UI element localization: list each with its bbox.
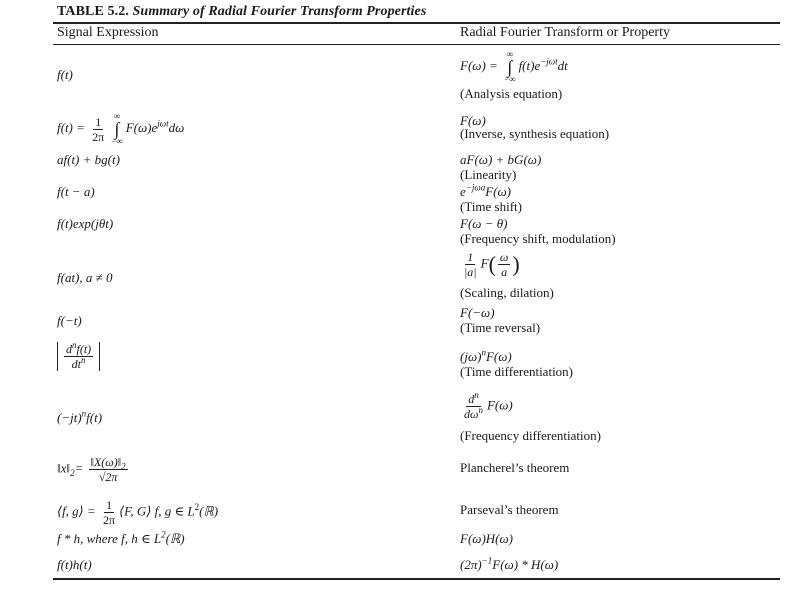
row-8-exponent: n (81, 408, 87, 419)
fraction-numerator (64, 342, 93, 357)
row-10-transform: Parseval’s theorem (460, 502, 559, 517)
row-10-sup: 2 (194, 502, 200, 513)
row-10-end: (ℝ) (199, 503, 219, 519)
row-5-F: F (480, 255, 489, 271)
row-7-transform (460, 349, 512, 365)
integral-upper-limit: ∞ (113, 111, 121, 121)
row-3-transform (460, 184, 511, 200)
fraction-omega-over-a (498, 250, 510, 279)
row-6-signal: f(−t) (57, 313, 82, 328)
row-7-property: (Time differentiation) (460, 364, 574, 379)
row-11-sig: f * h, where f, h ∈ L (57, 531, 162, 546)
fraction-one-over-two-pi (90, 115, 106, 144)
fraction-numerator: ω (499, 250, 509, 264)
integral-symbol (504, 50, 516, 84)
row-12-post: F(ω) * H(ω) (492, 557, 559, 572)
integral-symbol (111, 112, 123, 146)
row-1-signal (57, 112, 184, 146)
derivative-fraction (462, 392, 485, 421)
fraction-denominator (462, 407, 485, 421)
n: n (474, 390, 479, 400)
derivative-fraction (64, 342, 93, 371)
fraction-denominator (70, 357, 88, 371)
row-2-property: (Linearity) (460, 167, 517, 182)
top-rule (53, 22, 780, 24)
row-6-property: (Time reversal) (460, 320, 541, 335)
fraction-denominator: √2π (98, 470, 118, 484)
fraction-denominator: 2π (92, 129, 105, 144)
row-9-eq: = (74, 460, 87, 476)
caption-title: Summary of Radial Fourier Transform Properties (132, 4, 427, 19)
fraction-denominator: a (501, 265, 508, 279)
row-1-exponent: jωt (157, 118, 169, 129)
row-1-integrand: F(ω)e (125, 119, 158, 135)
row-4-property: (Frequency shift, modulation) (460, 231, 616, 246)
row-0-differential: dt (557, 57, 568, 73)
row-12-pre: (2π) (460, 557, 482, 572)
fraction-numerator: 1 (467, 250, 474, 264)
fraction-denominator: |a| (464, 265, 477, 279)
row-3-property: (Time shift) (460, 199, 522, 214)
row-8-post: f(t) (86, 410, 103, 425)
row-2-signal: af(t) + bg(t) (57, 152, 120, 167)
row-0-exponent: −jωt (540, 56, 558, 67)
absolute-value-bars (57, 342, 100, 371)
row-10-lhs: ⟨f, g⟩ = (57, 503, 100, 519)
row-8-pre: (−jt) (57, 410, 82, 425)
num-text: ‖X(ω)‖ (90, 455, 122, 469)
row-11-signal (57, 531, 185, 547)
header-rule (53, 44, 780, 45)
row-9-transform: Plancherel’s theorem (460, 460, 570, 475)
row-7-post: F(ω) (485, 349, 512, 364)
row-12-exponent: −1 (481, 555, 493, 566)
integral-lower-limit: −∞ (111, 136, 123, 146)
table-caption (57, 4, 426, 20)
row-5-property: (Scaling, dilation) (460, 285, 554, 300)
row-11-end: (ℝ) (165, 531, 185, 546)
fraction-numerator: 1 (106, 498, 113, 512)
row-1-property: (Inverse, synthesis equation) (460, 126, 610, 141)
domega: dω (464, 407, 479, 421)
norm-fraction (89, 455, 128, 484)
row-12-transform (460, 557, 558, 573)
row-6-transform: F(−ω) (460, 305, 495, 320)
row-0-signal: f(t) (57, 67, 73, 82)
row-3-base: e (460, 184, 466, 199)
row-8-property: (Frequency differentiation) (460, 428, 601, 443)
row-1-transform: F(ω) (460, 113, 486, 128)
n: n (81, 355, 86, 365)
row-9-lhs: ‖x‖ (57, 460, 71, 476)
n: n (478, 405, 483, 415)
row-9-signal (57, 455, 130, 484)
row-8-transform (460, 392, 513, 421)
row-5-signal: f(at), a ≠ 0 (57, 270, 113, 285)
row-8-signal (57, 410, 102, 426)
fraction-one-over-two-pi (101, 498, 117, 527)
row-0-transform-lhs: F(ω) = (460, 57, 502, 73)
right-paren: ) (512, 251, 520, 277)
row-3-post: F(ω) (485, 184, 511, 199)
row-5-transform (460, 250, 520, 279)
row-1-lhs: f(t) = (57, 119, 89, 135)
row-3-exponent: −jωa (465, 182, 486, 193)
row-7-signal (57, 342, 100, 371)
row-4-transform: F(ω − θ) (460, 216, 508, 231)
fraction-one-over-abs-a (462, 250, 479, 279)
integral-upper-limit: ∞ (506, 49, 514, 59)
header-transform-or-property: Radial Fourier Transform or Property (460, 25, 670, 40)
row-8-F: F(ω) (486, 397, 513, 413)
integral-sign: ∫ (507, 57, 513, 77)
left-paren: ( (488, 251, 496, 277)
d: d (468, 392, 475, 406)
row-10-signal (57, 498, 218, 527)
fraction-numerator: 1 (95, 114, 102, 129)
row-11-sup: 2 (161, 529, 166, 540)
row-11-transform: F(ω)H(ω) (460, 531, 514, 546)
header-signal-expression: Signal Expression (57, 25, 159, 40)
integral-lower-limit: −∞ (504, 74, 516, 84)
row-9-sub: 2 (70, 468, 75, 479)
caption-label: TABLE 5.2. (57, 4, 129, 19)
row-4-signal: f(t)exp(jθt) (57, 216, 114, 231)
row-2-transform: aF(ω) + bG(ω) (460, 152, 542, 167)
row-7-pre: (jω) (460, 349, 482, 364)
fraction-numerator (89, 455, 128, 470)
dt: dt (71, 357, 81, 371)
integral-sign: ∫ (114, 119, 120, 139)
row-3-signal: f(t − a) (57, 184, 95, 199)
fn: f(t) (76, 342, 92, 356)
num-sub: 2 (121, 461, 126, 472)
row-1-differential: dω (168, 119, 185, 135)
d: d (66, 342, 72, 356)
n: n (72, 340, 77, 350)
row-0-integrand: f(t)e (518, 57, 541, 73)
row-10-mid: ⟨F, G⟩ f, g ∈ L (119, 503, 195, 519)
row-0-transform (460, 50, 568, 84)
row-12-signal: f(t)h(t) (57, 557, 92, 572)
row-0-property: (Analysis equation) (460, 86, 563, 101)
fraction-denominator: 2π (103, 513, 116, 527)
row-7-exponent: n (481, 347, 486, 358)
bottom-rule (53, 578, 780, 580)
